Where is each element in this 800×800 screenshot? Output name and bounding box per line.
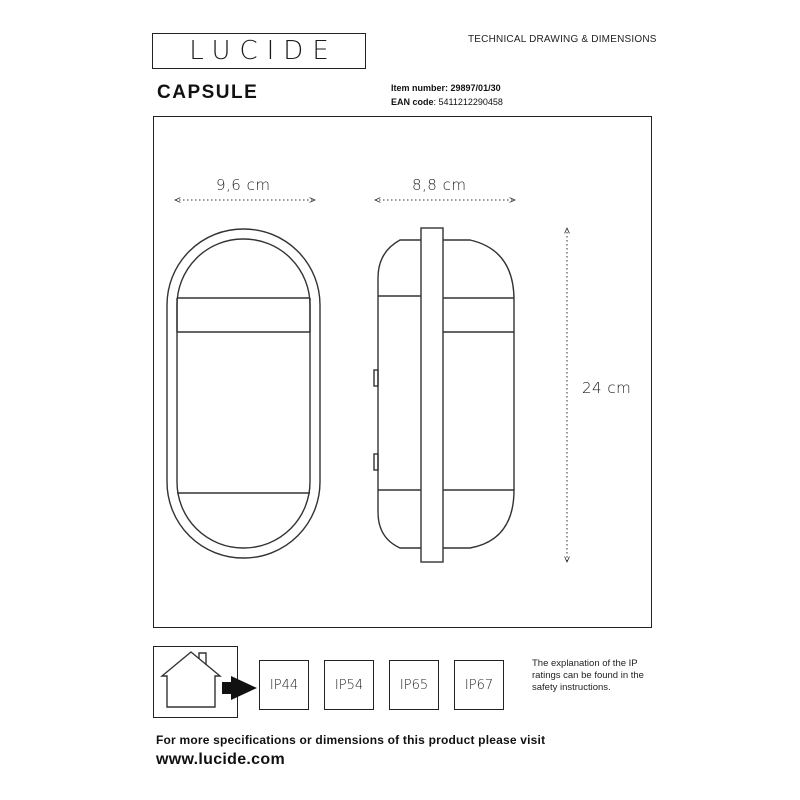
side-depth-label: 8,8 cm: [412, 176, 467, 194]
product-name: CAPSULE: [157, 82, 259, 103]
ip-rating-badge: IP67: [454, 660, 504, 710]
footer-note: For more specifications or dimensions of this product please visit: [156, 733, 546, 747]
item-number-label: Item number:: [391, 83, 449, 93]
ip-rating-badge: IP54: [324, 660, 374, 710]
ip-rating-badge: IP44: [259, 660, 309, 710]
ip-rating-badge: IP65: [389, 660, 439, 710]
house-icon: [162, 652, 220, 707]
ean-label: EAN code: [391, 97, 434, 107]
ean-value: : 5411212290458: [433, 97, 503, 107]
item-number-value: 29897/01/30: [450, 83, 501, 93]
height-label: 24 cm: [582, 379, 632, 397]
arrow-icon: [222, 676, 257, 700]
ip-rating-note: The explanation of the IP ratings can be found in the safety instructions.: [532, 658, 644, 693]
brand-logo: LUCIDE: [189, 36, 338, 66]
document-heading: TECHNICAL DRAWING & DIMENSIONS: [468, 34, 657, 45]
website-link[interactable]: www.lucide.com: [156, 751, 285, 768]
front-width-label: 9,6 cm: [216, 176, 271, 194]
